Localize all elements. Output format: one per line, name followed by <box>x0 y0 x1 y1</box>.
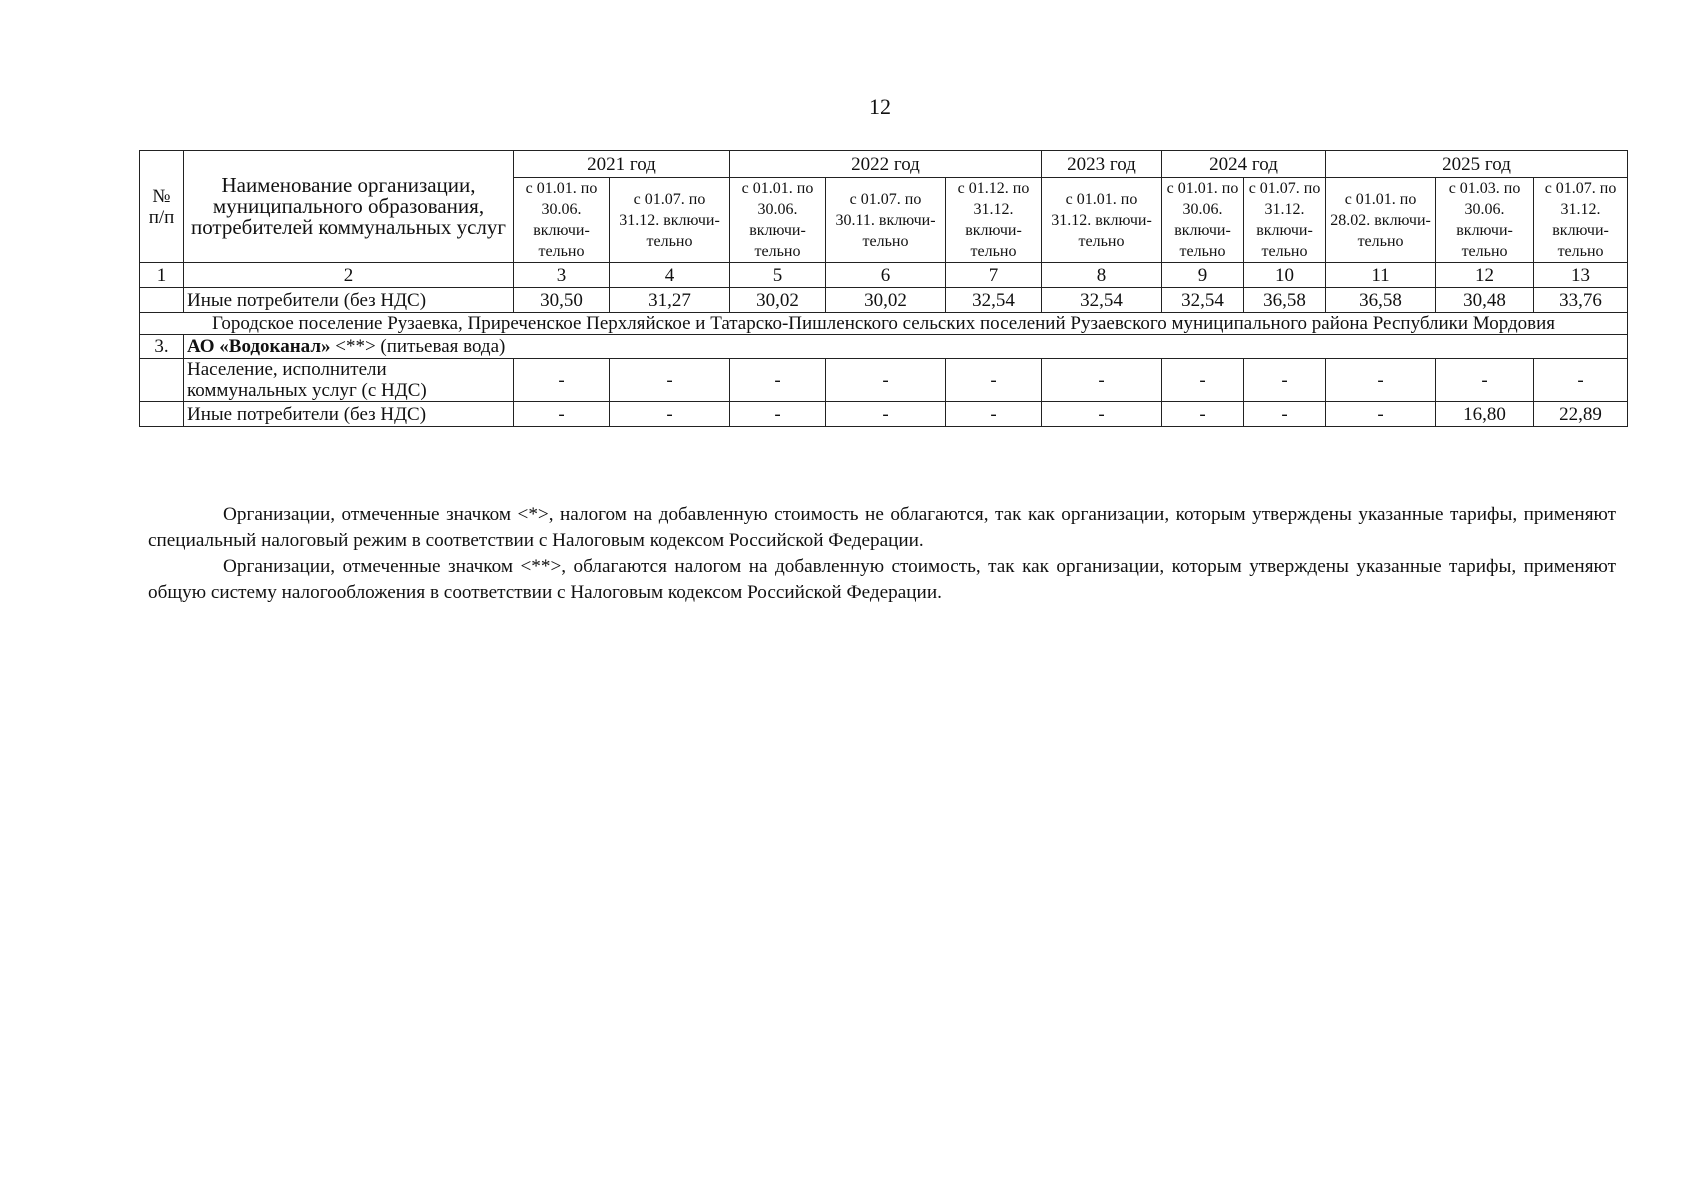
tariff-value: - <box>514 359 610 402</box>
column-number: 6 <box>826 263 946 288</box>
footnotes <box>148 502 1616 606</box>
period-header: с 01.01. по 30.06. включи-тельно <box>730 178 826 263</box>
tariff-value: 22,89 <box>1534 402 1628 427</box>
tariff-value: 30,02 <box>730 288 826 313</box>
tariff-value: - <box>826 359 946 402</box>
period-header: с 01.01. по 28.02. включи-тельно <box>1326 178 1436 263</box>
page-number: 12 <box>869 94 891 119</box>
org-title <box>184 335 1628 359</box>
column-number: 3 <box>514 263 610 288</box>
org-row <box>140 335 1628 359</box>
period-header: с 01.12. по 31.12. включи-тельно <box>946 178 1042 263</box>
row-index-empty <box>140 288 184 313</box>
column-number: 13 <box>1534 263 1628 288</box>
tariff-value: - <box>1326 402 1436 427</box>
tariff-value: - <box>1042 402 1162 427</box>
period-header: с 01.07. по 31.12. включи-тельно <box>1244 178 1326 263</box>
tariff-value: 32,54 <box>1042 288 1162 313</box>
tariff-value: 16,80 <box>1436 402 1534 427</box>
year-2022-header: 2022 год <box>730 151 1042 178</box>
region-row <box>140 313 1628 335</box>
tariff-value: - <box>1326 359 1436 402</box>
org-suffix: <**> (питьевая вода) <box>330 336 506 357</box>
column-number: 5 <box>730 263 826 288</box>
org-name: АО «Водоканал» <box>187 336 331 357</box>
period-header: с 01.01. по 31.12. включи-тельно <box>1042 178 1162 263</box>
table-row-population <box>140 359 1628 402</box>
year-2023-header: 2023 год <box>1042 151 1162 178</box>
tariff-value: 36,58 <box>1326 288 1436 313</box>
region-title: Городское поселение Рузаевка, Приреченское Перхляйское и Татарско-Пишленского сельских поселений Рузаевского муниципального района Республики Мордовия <box>140 313 1628 335</box>
period-header: с 01.07. по 31.12. включи-тельно <box>1534 178 1628 263</box>
tariff-value: - <box>514 402 610 427</box>
tariff-value: - <box>946 402 1042 427</box>
tariff-value: 31,27 <box>610 288 730 313</box>
tariff-value: - <box>946 359 1042 402</box>
tariff-value: - <box>730 402 826 427</box>
row-name: Иные потребители (без НДС) <box>184 402 514 427</box>
tariff-value: - <box>1042 359 1162 402</box>
tariff-value: - <box>610 402 730 427</box>
year-2024-header: 2024 год <box>1162 151 1326 178</box>
org-index: 3. <box>140 335 184 359</box>
column-number: 12 <box>1436 263 1534 288</box>
tariff-value: - <box>1534 359 1628 402</box>
col-num-header: № п/п <box>140 151 184 263</box>
tariff-value: - <box>1436 359 1534 402</box>
tariff-value: 32,54 <box>946 288 1042 313</box>
table-row-other-consumers-1 <box>140 288 1628 313</box>
footnote-single-asterisk: Организации, отмеченные значком <*>, налогом на добавленную стоимость не облагаются, так как организации, которым утверждены указанные тарифы, применяют специальный налоговый режим в соответствии с Налоговым кодексом Российской Федерации. <box>148 504 1616 551</box>
row-name: Население, исполнители коммунальных услуг (с НДС) <box>184 359 514 402</box>
tariff-value: - <box>1162 402 1244 427</box>
column-number: 9 <box>1162 263 1244 288</box>
tariff-value: 33,76 <box>1534 288 1628 313</box>
column-number-row <box>140 263 1628 288</box>
tariff-value: - <box>610 359 730 402</box>
year-header-row <box>140 151 1628 178</box>
period-header: с 01.01. по 30.06. включи-тельно <box>1162 178 1244 263</box>
row-index-empty <box>140 402 184 427</box>
column-number: 11 <box>1326 263 1436 288</box>
column-number: 4 <box>610 263 730 288</box>
table-row-other-consumers-2 <box>140 402 1628 427</box>
column-number: 1 <box>140 263 184 288</box>
footnote-double-asterisk: Организации, отмеченные значком <**>, облагаются налогом на добавленную стоимость, так как организации, которым утверждены указанные тарифы, применяют общую систему налогообложения в соответствии с Налоговым кодексом Российской Федерации. <box>148 556 1616 603</box>
tariff-value: 30,02 <box>826 288 946 313</box>
tariff-table <box>139 150 1628 427</box>
row-name: Иные потребители (без НДС) <box>184 288 514 313</box>
year-2021-header: 2021 год <box>514 151 730 178</box>
period-header: с 01.07. по 31.12. включи-тельно <box>610 178 730 263</box>
column-number: 8 <box>1042 263 1162 288</box>
tariff-value: 32,54 <box>1162 288 1244 313</box>
tariff-value: 36,58 <box>1244 288 1326 313</box>
year-2025-header: 2025 год <box>1326 151 1628 178</box>
tariff-value: 30,48 <box>1436 288 1534 313</box>
tariff-value: - <box>1162 359 1244 402</box>
tariff-value: - <box>730 359 826 402</box>
tariff-value: - <box>826 402 946 427</box>
column-number: 2 <box>184 263 514 288</box>
period-header: с 01.03. по 30.06. включи-тельно <box>1436 178 1534 263</box>
column-number: 10 <box>1244 263 1326 288</box>
period-header: с 01.01. по 30.06. включи-тельно <box>514 178 610 263</box>
row-index-empty <box>140 359 184 402</box>
period-header: с 01.07. по 30.11. включи-тельно <box>826 178 946 263</box>
tariff-value: 30,50 <box>514 288 610 313</box>
tariff-value: - <box>1244 359 1326 402</box>
tariff-value: - <box>1244 402 1326 427</box>
column-number: 7 <box>946 263 1042 288</box>
col-name-header: Наименование организации, муниципального образования, потребителей коммунальных услуг <box>184 151 514 263</box>
